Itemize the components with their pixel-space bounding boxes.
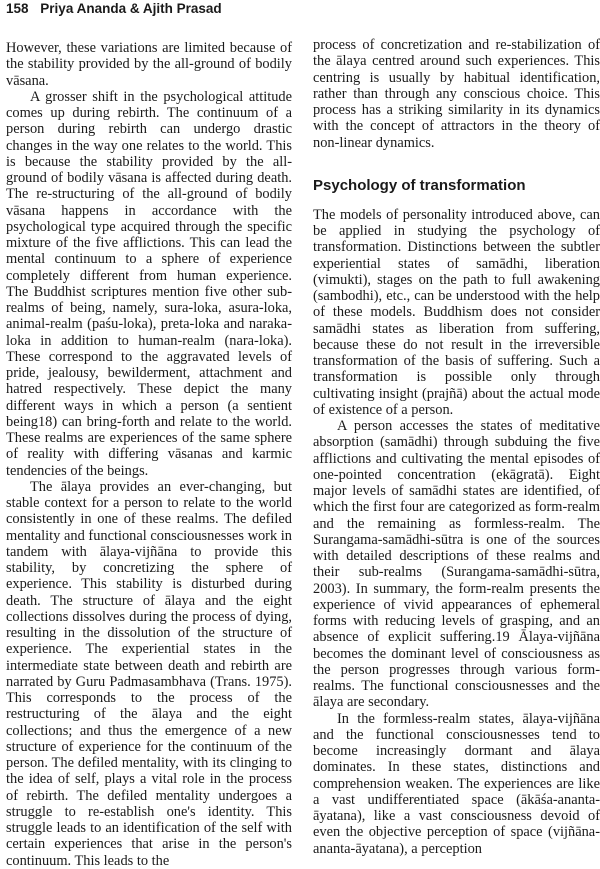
paragraph: The ālaya provides an ever-changing, but stable context for a person to relate to the world consistently in one of these realms. The defiled mentality and functional consciousnesses work in tandem with ālaya-vijñāna to provide this stability, by concretizing the sphere of experience. This stability is disturbed during death. The structure of ālaya and the eight collections dissolves during the process of dying, resulting in the dissolution of the structure of experience. The experiential states in the intermediate state between death and rebirth are narrated by Guru Padmasambhava (Trans. 1975). This corresponds to the process of the restructuring of the ālaya and the eight collections; and thus the emergence of a new structure of experience for the continuum of the person. The defiled mentality, with its clinging to the idea of self, plays a vital role in the process of rebirth. The defiled mentality undergoes a struggle to re-establish one's identity. This struggle leads to an identification of the self with certain experiences that arise in the person's continuum. This leads to the xyxy=(6,478,292,869)
paragraph: In the formless-realm states, ālaya-vijñāna and the functional consciousnesses tend to become increasingly dormant and ālaya dominates. In these states, distinctions and comprehension weaken. The experiences are like a vast undifferentiated space (ākāśa-ananta-āyatana), like a vast consciousness devoid of even the objective perception of space (vijñāna-ananta-āyatana), a perception xyxy=(313,710,600,857)
page-number: 158 xyxy=(6,1,29,16)
running-header xyxy=(6,0,222,20)
running-header-authors: Priya Ananda & Ajith Prasad xyxy=(40,1,222,16)
left-column xyxy=(6,22,292,869)
section-heading: Psychology of transformation xyxy=(313,176,526,194)
paragraph-continued: process of concretization and re-stabilization of the ālaya centred around such experiences. This centring is usually by habitual identification, rather than through any conscious choice. This process has a striking similarity in its dynamics with the concept of attractors in the theory of non-linear dynamics. xyxy=(313,37,600,151)
paragraph: The models of personality introduced above, can be applied in studying the psychology of transformation. Distinctions between the subtler experiential states of samādhi, liberation (vimukti), stages on the path to full awakening (sambodhi), etc., can be understood with the help of these models. Buddhism does not consider samādhi states as liberation from suffering, because these do not result in the irreversible transformation of the basis of suffering. Such a transformation is possible only through cultivating insight (prajñā) about the actual mode of existence of a person. xyxy=(313,206,600,418)
paragraph: However, these variations are limited because of the stability provided by the all-ground of bodily vāsana. xyxy=(6,40,292,89)
paragraph: A person accesses the states of meditative absorption (samādhi) through subduing the five afflictions and cultivating the mental episodes of one-pointed concentration (ekāgratā). Eight major levels of samādhi states are identified, of which the first four are categorized as form-realm and the remaining as formless-realm. The Surangama-samādhi-sūtra is one of the sources with detailed descriptions of these realms and their sub-realms (Surangama-samādhi-sūtra, 2003). In summary, the form-realm presents the experience of vivid appearances of ephemeral forms with reducing levels of grasping, and an absence of explicit suffering.19 Ālaya-vijñāna becomes the dominant level of consciousness as the person progresses through various form-realms. The functional consciousnesses and the ālaya are secondary. xyxy=(313,418,600,711)
right-column xyxy=(313,37,600,857)
paragraph: A grosser shift in the psychological attitude comes up during rebirth. The continuum of a person during rebirth can undergo drastic changes in the way one relates to the world. This is because the stability provided by the all-ground of bodily vāsana is affected during death. The re-structuring of the all-ground of bodily vāsana happens in accordance with the psychological type acquired through the specific mixture of the five afflictions. This can lead the mental continuum to a sphere of experience completely different from human experience. The Buddhist scriptures mention five other sub-realms of being, namely, sura-loka, asura-loka, animal-realm (paśu-loka), preta-loka and naraka-loka in addition to human-realm (nara-loka). These correspond to the aggravated levels of pride, jealousy, bewilderment, attachment and hatred respectively. These depict the many different ways in which a person (a sentient being18) can bring-forth and relate to the world. These realms are experiences of the same sphere of reality with differing vāsanas and karmic tendencies of the beings. xyxy=(6,88,292,479)
